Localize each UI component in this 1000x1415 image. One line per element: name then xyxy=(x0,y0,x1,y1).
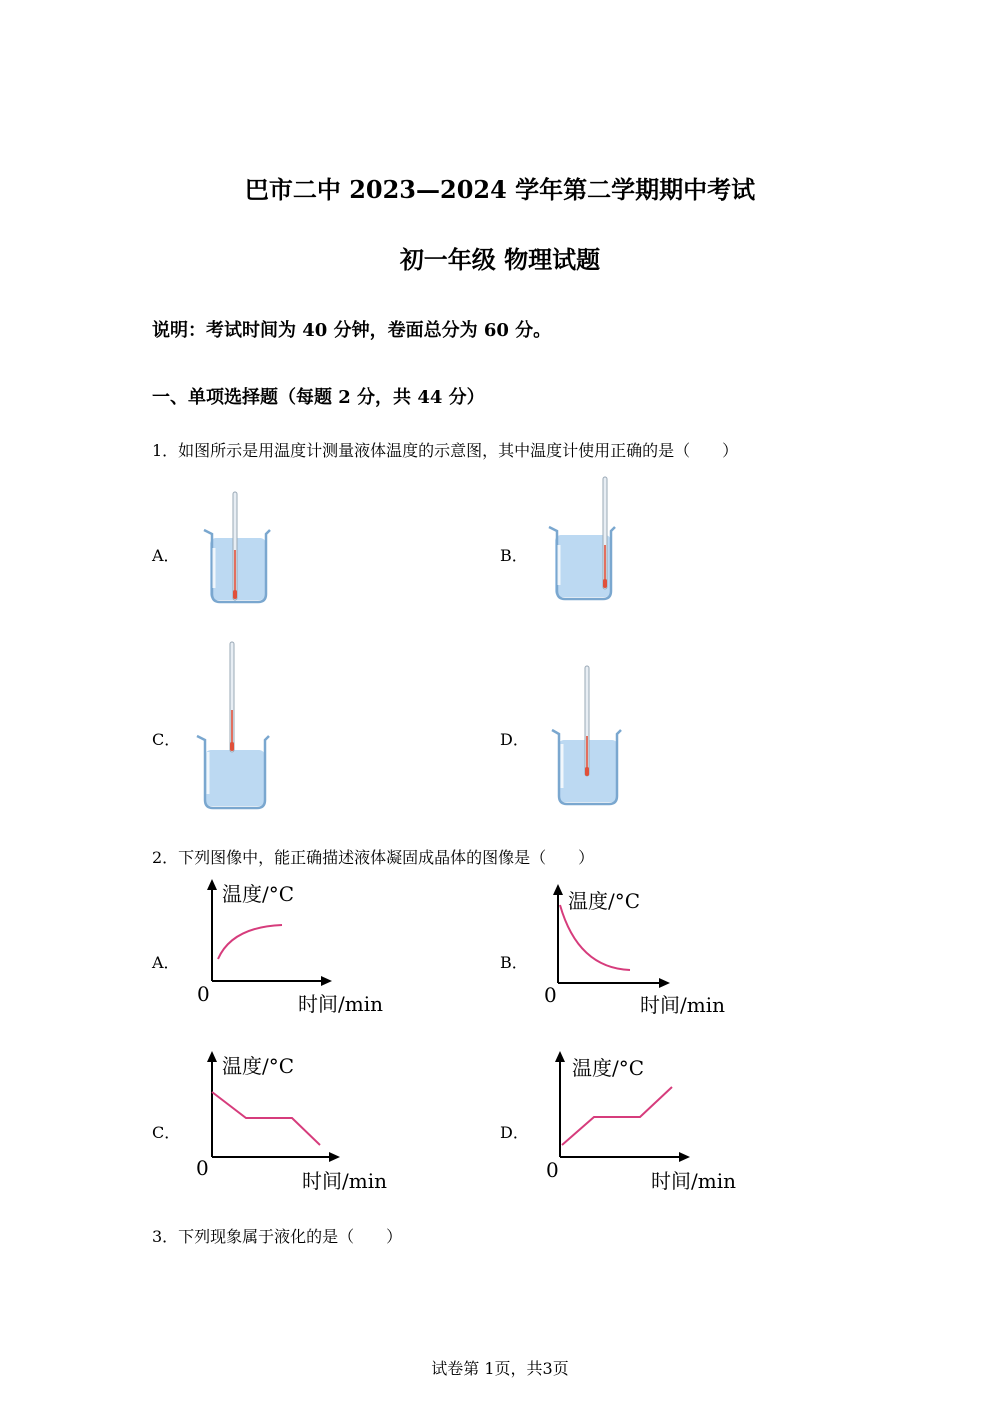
q2-option-c-label: C． xyxy=(152,1123,181,1142)
x-axis-arrow-icon xyxy=(329,1152,340,1162)
instructions: 说明：考试时间为 40 分钟，卷面总分为 60 分。 xyxy=(152,320,552,341)
q1-option-d-figure xyxy=(550,664,630,809)
question-3-stem: 3．下列现象属于液化的是（ ） xyxy=(152,1227,403,1246)
origin-label: 0 xyxy=(196,1156,209,1180)
curve xyxy=(218,925,282,959)
curve xyxy=(212,1092,320,1145)
q1-option-b-figure xyxy=(545,475,625,605)
q1-option-b-label: B． xyxy=(500,546,528,565)
section-heading: 一、单项选择题（每题 2 分，共 44 分） xyxy=(152,387,485,408)
thermometer-icon xyxy=(230,642,234,752)
x-axis-arrow-icon xyxy=(659,978,670,988)
q1-option-a-label: A． xyxy=(152,546,180,565)
q2-option-a-graph xyxy=(190,875,400,1025)
y-axis-label: 温度/°C xyxy=(222,882,295,906)
y-axis-arrow-icon xyxy=(555,1051,565,1062)
y-axis-arrow-icon xyxy=(207,879,217,890)
q1-option-c-figure xyxy=(195,640,275,812)
origin-label: 0 xyxy=(544,983,557,1007)
x-axis-label: 时间/min xyxy=(298,992,383,1016)
x-axis-label: 时间/min xyxy=(302,1169,387,1193)
question-2-stem: 2．下列图像中，能正确描述液体凝固成晶体的图像是（ ） xyxy=(152,848,595,867)
y-axis-arrow-icon xyxy=(207,1051,217,1062)
q1-option-c-label: C． xyxy=(152,730,181,749)
origin-label: 0 xyxy=(197,982,210,1006)
q2-option-d-label: D． xyxy=(500,1123,529,1142)
q2-option-c-graph xyxy=(190,1045,405,1200)
q1-option-d-label: D． xyxy=(500,730,529,749)
exam-title: 巴市二中 2023—2024 学年第二学期期中考试 xyxy=(244,175,756,204)
exam-subtitle: 初一年级 物理试题 xyxy=(399,245,601,274)
thermometer-icon xyxy=(585,666,589,776)
page-footer: 试卷第 1页，共3页 xyxy=(431,1359,569,1378)
y-axis-label: 温度/°C xyxy=(222,1054,295,1078)
q2-option-b-label: B． xyxy=(500,953,528,972)
q2-option-d-graph xyxy=(540,1045,755,1200)
y-axis-label: 温度/°C xyxy=(568,889,641,913)
x-axis-label: 时间/min xyxy=(640,993,725,1017)
x-axis-arrow-icon xyxy=(321,976,332,986)
curve xyxy=(562,1087,672,1145)
q2-option-a-label: A． xyxy=(152,953,180,972)
thermometer-icon xyxy=(233,492,237,600)
q1-option-a-figure xyxy=(200,490,280,608)
x-axis-arrow-icon xyxy=(679,1152,690,1162)
curve xyxy=(560,905,630,970)
thermometer-icon xyxy=(603,477,607,589)
origin-label: 0 xyxy=(546,1158,559,1182)
y-axis-arrow-icon xyxy=(553,884,563,895)
q2-option-b-graph xyxy=(538,880,748,1030)
x-axis-label: 时间/min xyxy=(651,1169,736,1193)
question-1-stem: 1．如图所示是用温度计测量液体温度的示意图，其中温度计使用正确的是（ ） xyxy=(152,441,739,460)
y-axis-label: 温度/°C xyxy=(572,1056,645,1080)
